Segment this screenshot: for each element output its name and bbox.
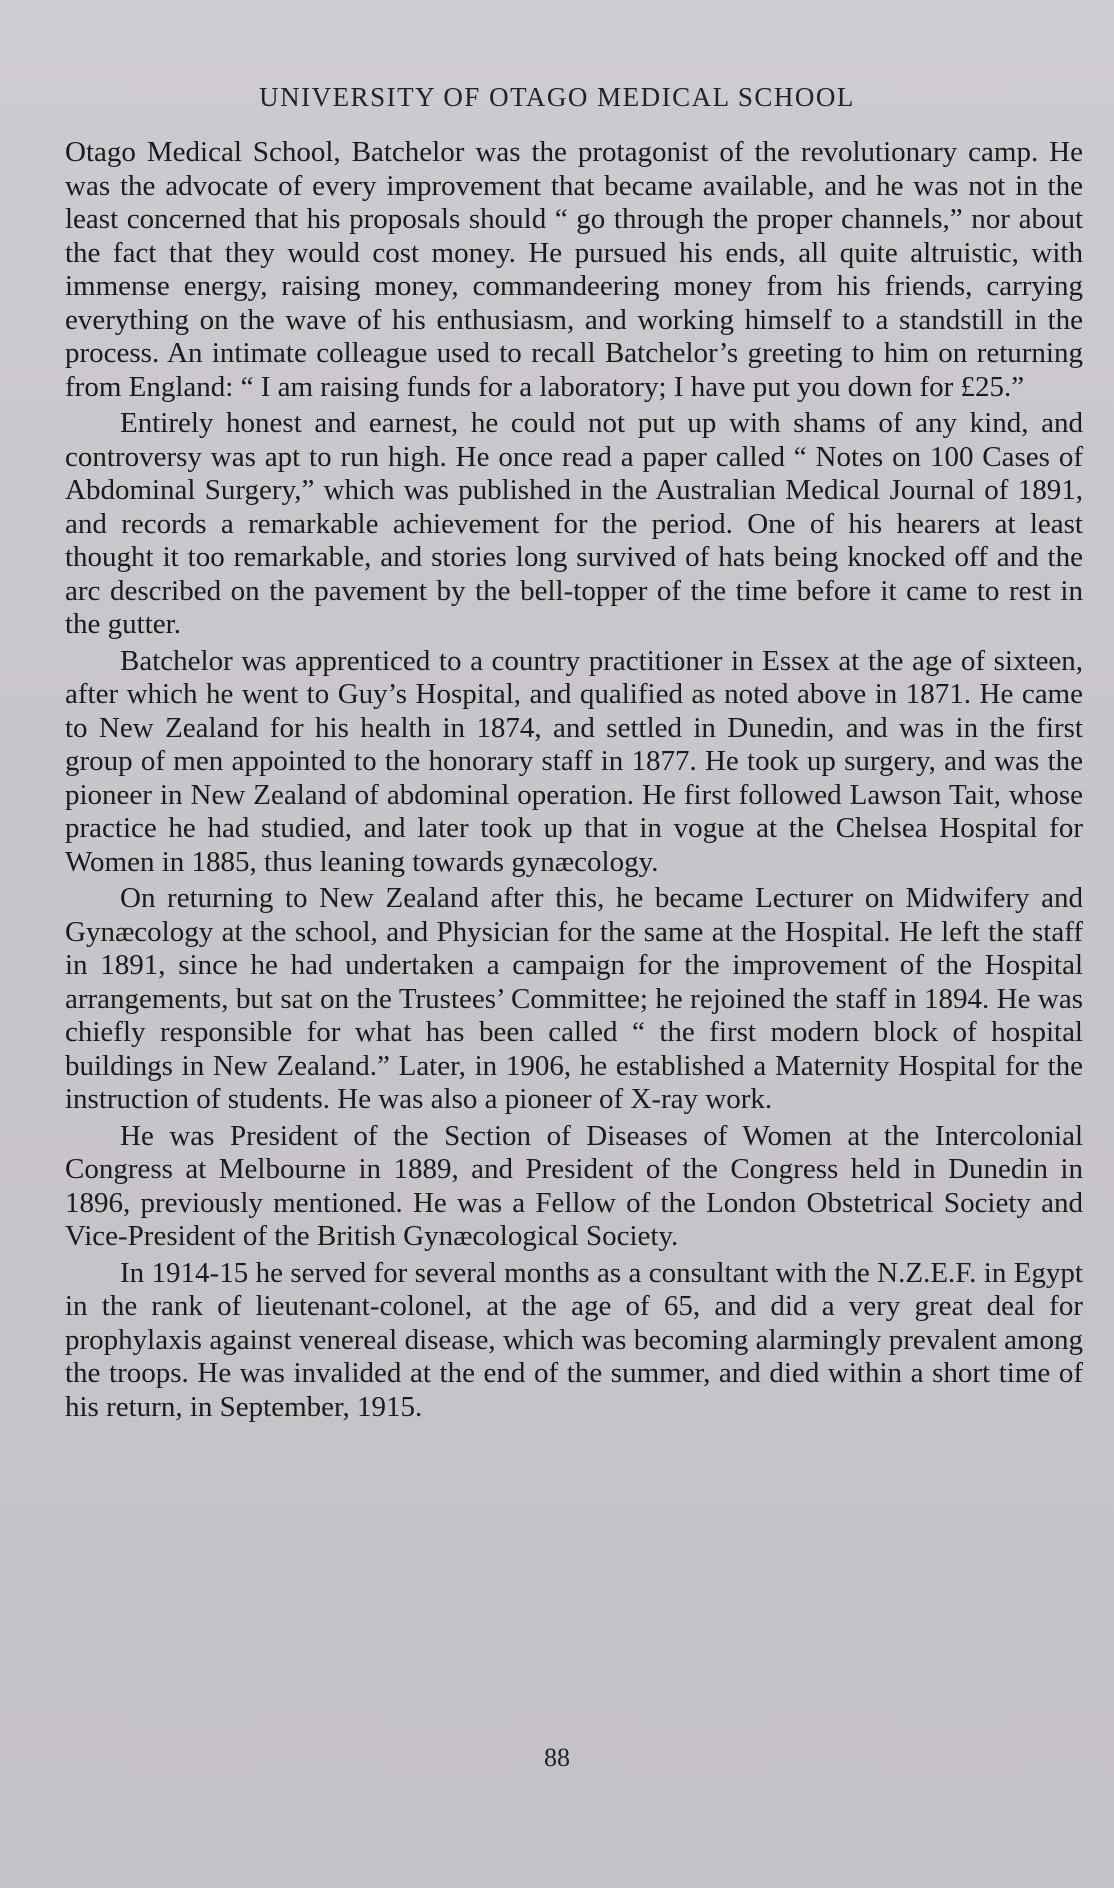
paragraph-6: In 1914-15 he served for several months as a consultant with the N.Z.E.F. in Egypt in the rank of lieutenant-colonel, at the age of 65, and did a very great deal for prophylaxis against venereal disease, which was becoming alarmingly prevalent among the troops. He was invalided at the end of the summer, and died within a short time of his return, in September, 1915.	[65, 1256, 1083, 1423]
page-number: 88	[544, 1743, 570, 1772]
paragraph-3: Batchelor was apprenticed to a country practitioner in Essex at the age of sixteen, after which he went to Guy’s Hospital, and qualified as noted above in 1871. He came to New Zealand for his health in 1874, and settled in Dunedin, and was in the first group of men appointed to the honorary staff in 1877. He took up surgery, and was the pioneer in New Zealand of abdominal operation. He first followed Lawson Tait, whose practice he had studied, and later took up that in vogue at the Chelsea Hospital for Women in 1885, thus leaning towards gynæcology.	[65, 644, 1083, 878]
running-head: UNIVERSITY OF OTAGO MEDICAL SCHOOL	[259, 82, 855, 112]
paragraph-4: On returning to New Zealand after this, he became Lecturer on Midwifery and Gynæcology at the school, and Physician for the same at the Hospital. He left the staff in 1891, since he had undertaken a campaign for the improvement of the Hospital arrangements, but sat on the Trustees’ Committee; he rejoined the staff in 1894. He was chiefly responsible for what has been called “ the first modern block of hospital buildings in New Zealand.” Later, in 1906, he established a Maternity Hospital for the instruction of students. He was also a pioneer of X-ray work.	[65, 882, 1083, 1115]
body-text	[65, 136, 1083, 1424]
paragraph-2: Entirely honest and earnest, he could not put up with shams of any kind, and controversy was apt to run high. He once read a paper called “ Notes on 100 Cases of Abdominal Surgery,” which was published in the Australian Medical Journal of 1891, and records a remarkable achievement for the period. One of his hearers at least thought it too remarkable, and stories long survived of hats being knocked off and the arc described on the pavement by the bell-topper of the time before it came to rest in the gutter.	[65, 407, 1083, 640]
paragraph-1: Otago Medical School, Batchelor was the protagonist of the revolutionary camp. He was the advocate of every improvement that became available, and he was not in the least concerned that his proposals should “ go through the proper channels,” nor about the fact that they would cost money. He pursued his ends, all quite altruistic, with immense energy, raising money, commandeering money from his friends, carrying everything on the wave of his enthusiasm, and working himself to a standstill in the process. An intimate colleague used to recall Batchelor’s greeting to him on returning from England: “ I am raising funds for a laboratory; I have put you down for £25.”	[65, 136, 1083, 403]
paragraph-5: He was President of the Section of Diseases of Women at the Intercolonial Congress at Melbourne in 1889, and President of the Congress held in Dunedin in 1896, previously mentioned. He was a Fellow of the London Obstetrical Society and Vice-President of the British Gynæcological Society.	[65, 1119, 1083, 1252]
